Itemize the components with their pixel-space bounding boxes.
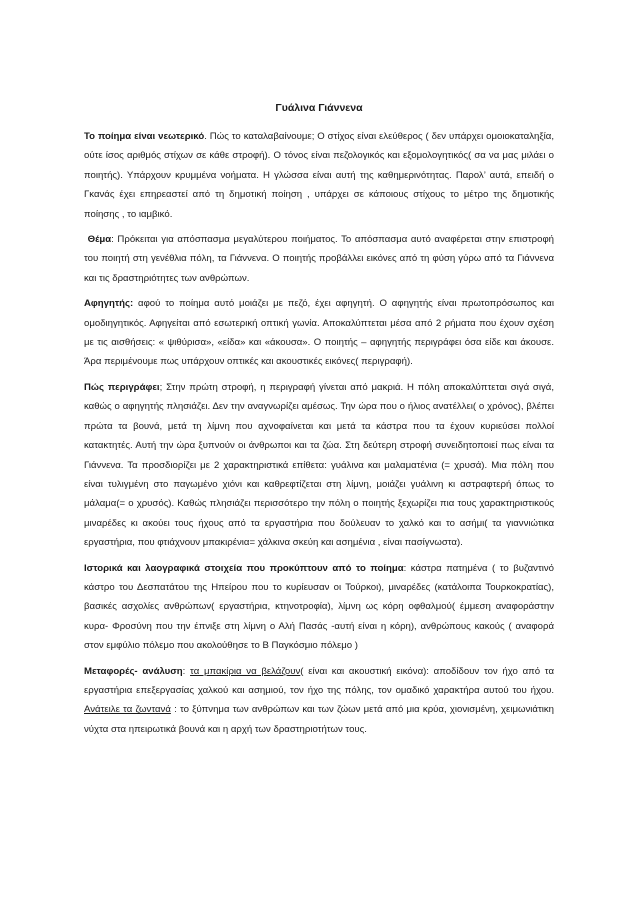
- paragraph-lead: Θέμα: [87, 234, 112, 246]
- paragraph-text: αφού το ποίημα αυτό μοιάζει με πεζό, έχει αφηγητή. Ο αφηγητής είναι πρωτοπρόσωπος και ομοδιηγητικός. Αφηγείται από εσωτερική οπτική γωνία. Αποκαλύπτεται μέσα από 2 ρήματα που έχουν σχέση με τις αισθήσεις: « ψιθύρισα», «είδα» και «άκουσα». Ο ποιητής – αφηγητής περιγράφει όσα είδε και άκουσε. Άρα περιμένουμε πως υπάρχουν οπτικές και ακουστικές εικόνες( περιγραφή).: [84, 298, 554, 368]
- paragraph-text: . Πώς το καταλαβαίνουμε; Ο στίχος είναι ελεύθερος ( δεν υπάρχει ομοιοκαταληξία, ούτε ίσος αριθμός στίχων σε κάθε στροφή). Ο τόνος είναι πεζολογικός και εξομολογητικός( σα να μας μιλάει ο ποιητής). Υπάρχουν κρυμμένα νοήματα. Η γλώσσα είναι αυτή της καθημερινότητας. Παρολ’ αυτά, επειδή ο Γκανάς έχει επηρεαστεί από τη δημοτική ποίηση , υπάρχει σε κάποιους στίχους το μέτρο της δημοτικής ποίησης , το ιαμβικό.: [84, 131, 555, 220]
- paragraph-lead: Ιστορικά και λαογραφικά στοιχεία που προκύπτουν από το ποίημα: [84, 562, 404, 574]
- document-body: [84, 127, 554, 745]
- underlined-phrase: Ανάτειλε τα ζωντανά: [84, 704, 171, 716]
- paragraph-description: [84, 378, 554, 553]
- paragraph-lead: Μεταφορές- ανάλυση: [84, 665, 183, 677]
- paragraph-text: : το ξύπνημα των ανθρώπων και των ζώων μετά από μια κρύα, χιονισμένη, χειμωνιάτικη νύχτα στα ηπειρωτικά βουνά και η αρχή των δραστηριοτήτων τους.: [84, 704, 554, 735]
- paragraph-intro: [84, 127, 554, 224]
- paragraph-history: [84, 559, 554, 656]
- paragraph-text: ; Στην πρώτη στροφή, η περιγραφή γίνεται από μακριά. Η πόλη αποκαλύπτεται σιγά σιγά, καθώς ο αφηγητής πλησιάζει. Δεν την αναγνωρίζει αμέσως. Την ώρα που ο ήλιος ανατέλλει( ο χρόνος), βλέπει πρώτα τα βουνά, μετά τη λίμνη που αχνοφαίνεται και μετά τα κάστρα που τα έχουν κυριεύσει πολλοί κατακτητές. Αυτή την ώρα ξυπνούν οι άνθρωποι και τα ζώα. Στη δεύτερη στροφή συνειδητοποιεί πως είναι τα Γιάννενα. Τα προσδιορίζει με 2 χαρακτηριστικά επίθετα: γυάλινα και μαλαματένια (= χρυσά). Μια πόλη που είναι τυλιγμένη στο παγωμένο χιόνι και καθρεφτίζεται στη λίμνη, μοιάζει γυάλινη κι αστραφτερή όπως το μάλαμα(= ο χρυσός). Καθώς πλησιάζει περισσότερο την πόλη ο ποιητής ξεχωρίζει πια τους χαρακτηριστικούς μιναρέδες κι ακούει τους ήχους από τα εργαστήρια που δούλευαν το χαλκό και το ασήμι( τα γιαννιώτικα εργαστήρια, που φτιάχνουν μπακιρένια= χάλκινα σκεύη και ασημένια , είναι πασίγνωστα).: [84, 381, 554, 549]
- underlined-phrase: τα μπακίρια να βελάζουν: [190, 665, 301, 677]
- paragraph-metaphors: [84, 662, 554, 740]
- paragraph-lead: Πώς περιγράφει: [84, 381, 160, 393]
- paragraph-narrator: [84, 294, 554, 372]
- paragraph-theme: [84, 230, 554, 288]
- paragraph-text: : κάστρα πατημένα ( το βυζαντινό κάστρο του Δεσπατάτου της Ηπείρου που το κυρίευσαν οι Τούρκοι), μιναρέδες (κατάλοιπα Τουρκοκρατίας), βασικές ασχολίες ανθρώπων( εργαστήρια, κτηνοτροφία), λίμνη ως κόρη οφθαλμού( έμμεση αναφοράστην κυρα- Φροσύνη που την έπνιξε στη λίμνη ο Αλή Πασάς -αυτή είναι η κόρη), ανθρώπους κακούς ( αναφορά στον εμφύλιο πόλεμο που ακολούθησε το Β Παγκόσμιο πόλεμο ): [84, 562, 555, 652]
- document-title: Γυάλινα Γιάννενα: [275, 102, 363, 114]
- paragraph-text: : Πρόκειται για απόσπασμα μεγαλύτερου ποιήματος. Το απόσπασμα αυτό αναφέρεται στην επιστροφή του ποιητή στη γενέθλια πόλη, τα Γιάννενα. Ο ποιητής προβάλλει εικόνες από τη φύση γύρω από τα Γιάννενα και τις δραστηριότητες των ανθρώπων.: [84, 234, 555, 284]
- paragraph-text: ( είναι και ακουστική εικόνα): αποδίδουν τον ήχο από τα εργαστήρια επεξεργασίας χαλκού και ασημιού, τον ήχο της πόλης, τον ομαδικό χαρακτήρα αυτού του ήχου.: [84, 665, 554, 696]
- paragraph-lead: Το ποίημα είναι νεωτερικό: [84, 131, 205, 142]
- paragraph-lead: Αφηγητής:: [84, 298, 134, 310]
- paragraph-text: :: [182, 665, 191, 677]
